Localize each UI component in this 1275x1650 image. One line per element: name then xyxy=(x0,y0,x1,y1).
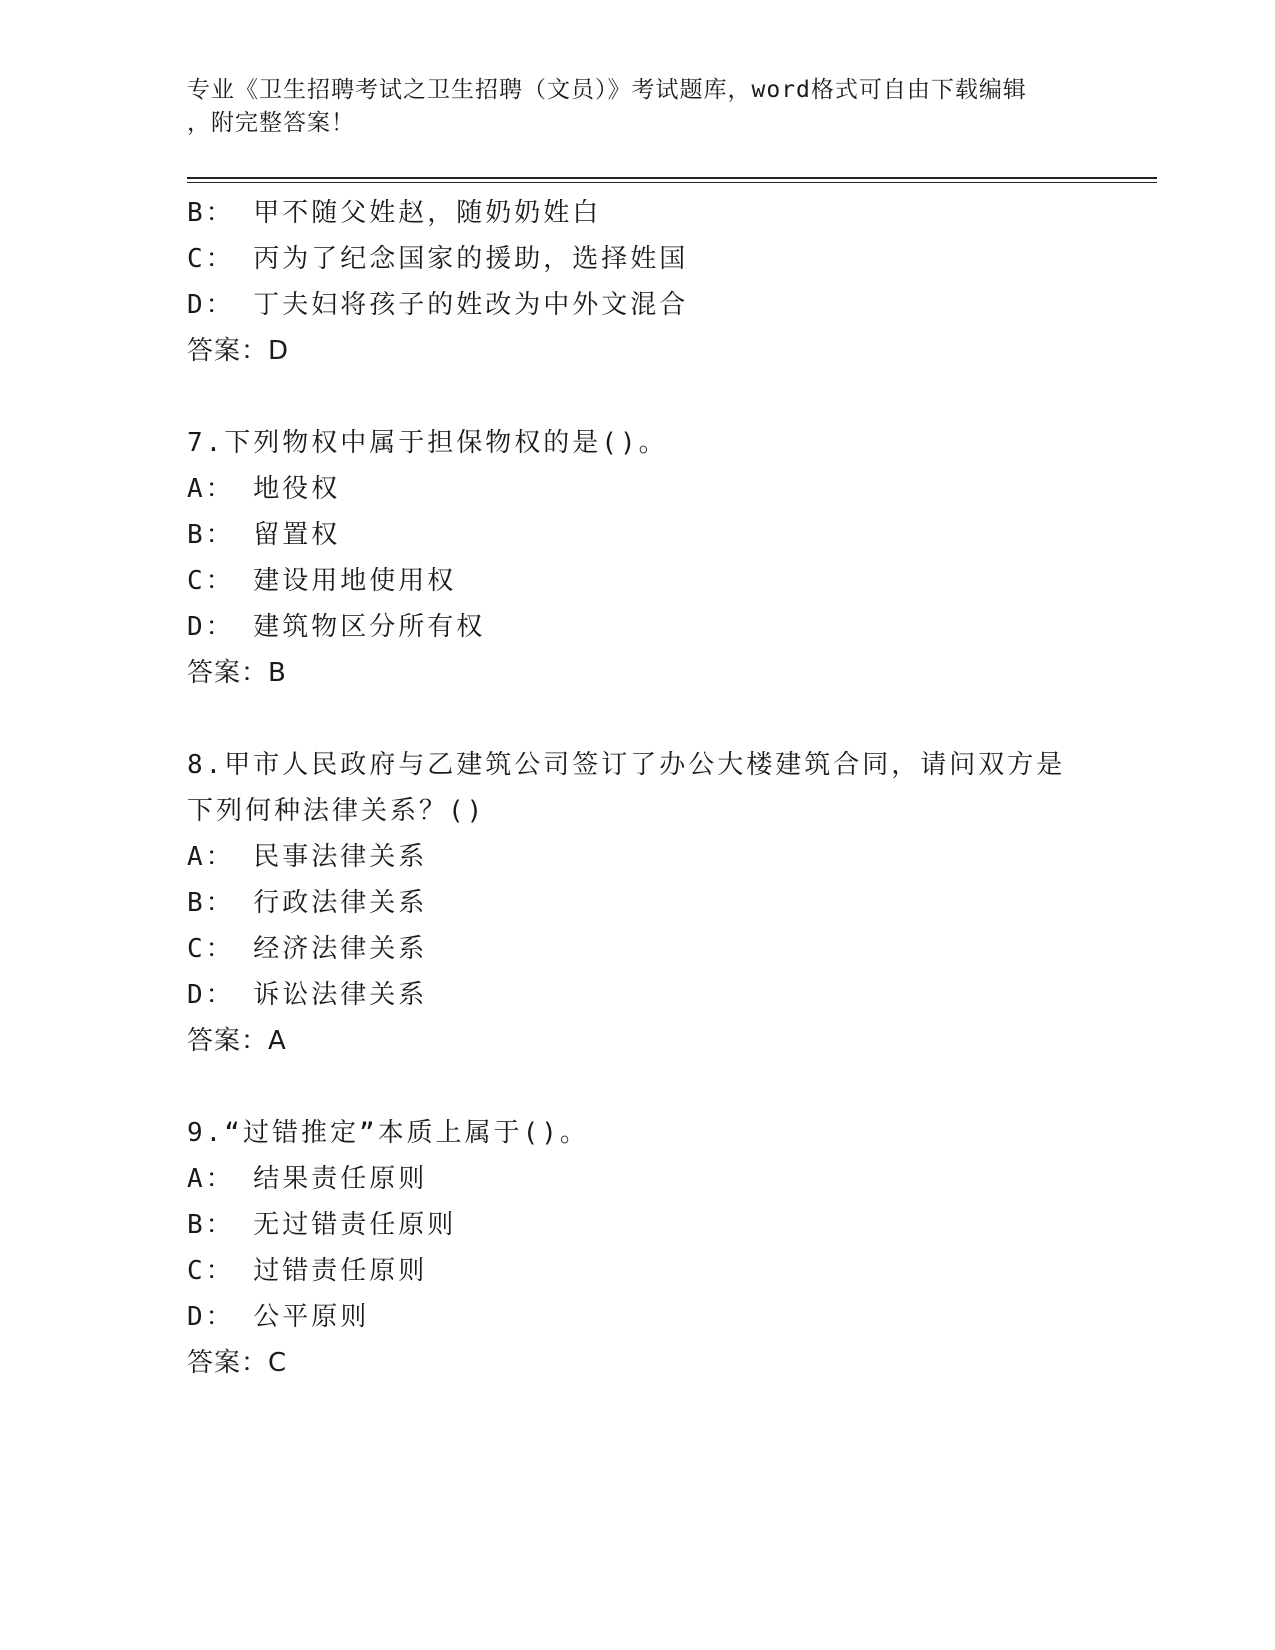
option-c: C： 过错责任原则 xyxy=(187,1256,428,1286)
option-a: A： 结果责任原则 xyxy=(187,1164,428,1194)
answer-label: 答案：B xyxy=(187,658,287,688)
question-list xyxy=(187,190,1087,1386)
question-6-continued xyxy=(187,190,1087,374)
option-b: B： 无过错责任原则 xyxy=(187,1210,457,1240)
option-d: D： 公平原则 xyxy=(187,1302,370,1332)
question-7 xyxy=(187,420,1087,696)
document-header xyxy=(187,74,1087,140)
question-stem: 9.“过错推定”本质上属于()。 xyxy=(187,1118,589,1148)
option-c: C： 经济法律关系 xyxy=(187,934,428,964)
option-d: D： 诉讼法律关系 xyxy=(187,980,428,1010)
header-line-1: 专业《卫生招聘考试之卫生招聘（文员）》考试题库，word格式可自由下载编辑 xyxy=(187,77,1027,103)
header-divider-thick xyxy=(187,177,1157,179)
option-c: C： 建设用地使用权 xyxy=(187,566,457,596)
option-b: B： 甲不随父姓赵，随奶奶姓白 xyxy=(187,198,602,228)
option-a: A： 地役权 xyxy=(187,474,341,504)
question-9 xyxy=(187,1110,1087,1386)
question-stem-continued: 下列何种法律关系？() xyxy=(187,796,486,826)
option-b: B： 留置权 xyxy=(187,520,341,550)
header-line-2: ，附完整答案！ xyxy=(187,110,355,136)
answer-label: 答案：C xyxy=(187,1348,288,1378)
option-d: D： 丁夫妇将孩子的姓改为中外文混合 xyxy=(187,290,689,320)
answer-label: 答案：A xyxy=(187,1026,287,1056)
question-8 xyxy=(187,742,1087,1064)
question-stem: 8.甲市人民政府与乙建筑公司签订了办公大楼建筑合同，请问双方是 xyxy=(187,750,1066,780)
option-d: D： 建筑物区分所有权 xyxy=(187,612,486,642)
option-a: A： 民事法律关系 xyxy=(187,842,428,872)
header-divider-thin xyxy=(187,182,1157,183)
option-b: B： 行政法律关系 xyxy=(187,888,428,918)
option-c: C： 丙为了纪念国家的援助，选择姓国 xyxy=(187,244,689,274)
question-stem: 7.下列物权中属于担保物权的是()。 xyxy=(187,428,668,458)
answer-label: 答案：D xyxy=(187,336,290,366)
